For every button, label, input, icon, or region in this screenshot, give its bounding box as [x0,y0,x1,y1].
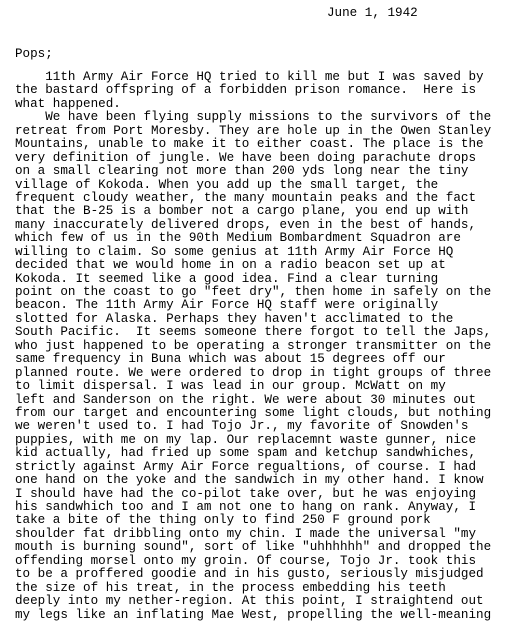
letter-line: what happened. [15,96,121,111]
letter-line: on a small clearing not more than 200 yds long near the tiny [15,164,469,179]
letter-line: we weren't used to. I had Tojo Jr., my favorite of Snowden's [15,419,469,434]
letter-line: mouth is burning sound", sort of like "uhhhhhh" and dropped the [15,540,492,555]
letter-line: slotted for Alaska. Perhaps they haven't acclimated to the [15,311,454,326]
letter-line: retreat from Port Moresby. They are hole up in the Owen Stanley [15,123,492,138]
letter-line: puppies, with me on my lap. Our replacemnt waste gunner, nice [15,432,477,447]
letter-line: willing to claim. So some genius at 11th Army Air Force HQ [15,244,454,259]
letter-line: kid actually, had fried up some spam and ketchup sandwhiches, [15,446,477,461]
letter-line: deeply into my nether-region. At this point, I straightend out [15,594,484,609]
letter-line: offending morsel onto my groin. Of course, Tojo Jr. took this [15,553,477,568]
letter-line: the bastard offspring of a forbidden prison romance. Here is [15,83,477,98]
letter-line: We have been flying supply missions to the survivors of the [15,110,492,125]
letter-salutation: Pops; [15,47,53,61]
letter-line: village of Kokoda. When you add up the small target, the [15,177,439,192]
letter-line: who just happened to be operating a stronger transmitter on the [15,338,492,353]
letter-line: Kokoda. It seemed like a good idea. Find a clear turning [15,271,439,286]
letter-line: from our target and encountering some light clouds, but nothing [15,405,492,420]
letter-line: which few of us in the 90th Medium Bombardment Squadron are [15,231,461,246]
letter-line: to limit dispersal. I was lead in our group. McWatt on my [15,379,446,394]
letter-line: my legs like an inflating Mae West, propelling the well-meaning [15,607,492,622]
letter-line: take a bite of the thing only to find 250 F ground pork [15,513,431,528]
letter-line: to be a proffered goodie and in his gusto, seriously misjudged [15,567,484,582]
letter-line: planned route. We were ordered to drop in tight groups of three [15,365,492,380]
letter-line: left and Sanderson on the right. We were about 30 minutes out [15,392,477,407]
letter-line: many inaccurately delivered drops, even in the best of hands, [15,217,477,232]
letter-line: strictly against Army Air Force regualtions, of course. I had [15,459,477,474]
letter-date: June 1, 1942 [327,6,418,20]
letter-line: the size of his treat, in the process embedding his teeth [15,580,446,595]
letter-line: very definition of jungle. We have been doing parachute drops [15,150,477,165]
letter-line: same frequency in Buna which was about 15 degrees off our [15,352,446,367]
letter-line: one hand on the yoke and the sandwich in my other hand. I know [15,473,484,488]
letter-line: decided that we would home in on a radio beacon set up at [15,258,446,273]
letter-line: point on the coast to go "feet dry", then home in safely on the [15,285,492,299]
letter-line: I should have had the co-pilot take over, but he was enjoying [15,486,477,501]
letter-line: his sandwhich too and I am not one to hang on rank. Anyway, I [15,500,477,514]
letter-line: South Pacific. It seems someone there forgot to tell the Japs, [15,325,492,340]
letter-line: that the B-25 is a bomber not a cargo plane, you end up with [15,204,469,219]
letter-line: Mountains, unable to make it to either coast. The place is the [15,137,484,152]
letter-line: frequent cloudy weather, the many mountain peaks and the fact [15,190,477,205]
letter-line: beacon. The 11th Army Air Force HQ staff were originally [15,298,439,313]
letter-line: 11th Army Air Force HQ tried to kill me but I was saved by [15,70,484,84]
letter-body [15,71,525,622]
letter-line: shoulder fat dribbling onto my chin. I made the universal "my [15,526,477,541]
